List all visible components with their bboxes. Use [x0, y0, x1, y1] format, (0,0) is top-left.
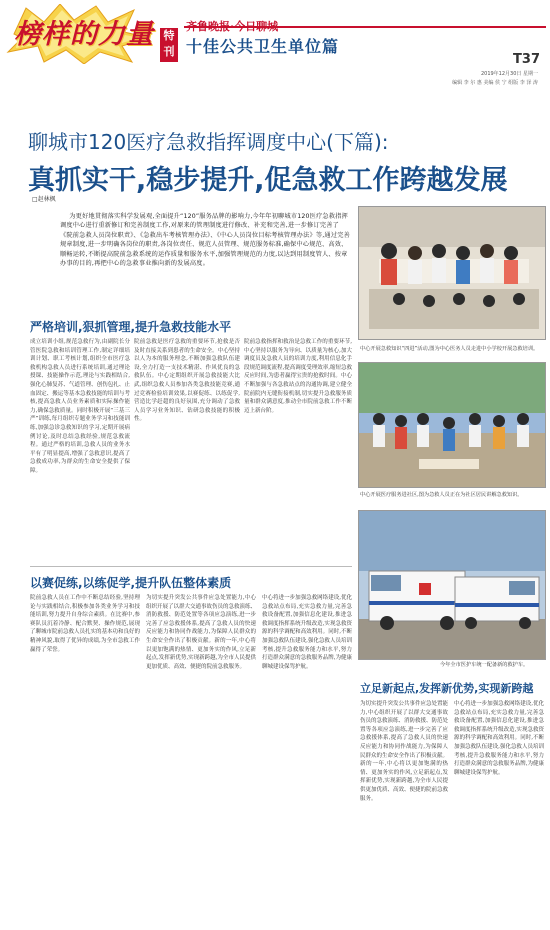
- section-heading-new-start: 立足新起点,发挥新优势,实现新跨越: [360, 682, 534, 695]
- section-heading-competition: 以赛促练,以练促学,提升队伍整体素质: [30, 576, 232, 590]
- special-tag: 特刊: [160, 28, 178, 62]
- photo-3-caption: 今年全市医护车统一配备新的救护车。: [440, 662, 529, 668]
- section-divider: [30, 566, 352, 567]
- column-8-text: 中心将进一步加强急救网络建设,优化急救站点布局,充实急救力量,完善急救设备配置,加强信息化建设,推进急救调度指挥系统升级改造,实现急救资源的科学调配和高效利用。同时,不断加强急救队伍建设,强化急救人员培训考核,提升急救服务能力和水平,努力打造群众满意的急救服务品牌,为健康聊城建设保驾护航。: [454, 701, 544, 776]
- column-5-text: 为切实提升突发公共事件应急处置能力,中心组织开展了以群大交通事故伤员的急救演练、消防救援、防范处置等各项应急演练,进一步完善了应急救援体系,提高了急救人员的快速反应能力和协同作战能力,为保障人民群众的生命安全作出了积极贡献。新的一年,中心将以更加饱满的热情、更加务实的作风,立足新起点,发挥新优势,实现新跨越,为全市人民提供更加优质、高效、便捷的院前急救服务。: [146, 595, 256, 670]
- masthead: [0, 0, 550, 72]
- photo-2-illustration: [359, 363, 545, 487]
- paper-name: 齐鲁晚报·今日聊城: [186, 20, 279, 33]
- photo-1-caption: 中心开展急救知识“四进”活动,图为中心医务人员走进中小学校开展急救培训。: [360, 346, 539, 352]
- intro-paragraph: 为更好地贯彻落实科学发展观,全面提升“120”服务品牌的影响力,今年年初聊城市120医疗急救指挥调度中心进行重新修订和完善制度工作,对原来的管理制度进行修改、补充和完善,进一步修订完善了《院前急救人员岗位职责》、《急救出车考核管理办法》、《中心人员岗位目标考核管理办法》等,通过完善规章制度,进一步明确各岗位的职责,各岗位责任、规范人员管理、规范服务标准,确保中心规范、高效、顺畅运转,不断提高院前急救系统的运作质量和服务水平,加强管理规范的力度,以达到用制度管人、按章办事的目的,再把中心的急救事业推向新的发展高度。: [60, 213, 350, 268]
- page-number: T37: [513, 52, 540, 67]
- section-heading-training: 严格培训,狠抓管理,提升急救技能水平: [30, 320, 232, 334]
- headline-primary: 聊城市120医疗急救指挥调度中心(下篇):: [28, 130, 389, 154]
- photo-community-service: [358, 362, 546, 488]
- column-1-text: 成立培训小组,规范急救行为,由副院长分管医院急救和培训管理工作,制定详细培训计划、职工考核计划,组织全市医疗急救机构急救人员进行系统培训,通过理论授课、技能操作示范,理论与实践相结合,强化心肺复苏、气道管理、创伤包扎、止血固定、搬运等基本急救技能的培训与考核,提高急救人员业务素质和实际操作能力,确保急救质量。同时积极开展“三基三严”训练,每月组织专题业务学习和技能训练,加强急诊急救知识的学习,定期开展病例讨论,及时总结急救经验,规范急救流程。通过严格的培训,急救人员的业务水平有了明显提高,增强了急救意识,提高了急救成功率,为群众的生命安全提供了保障。: [30, 339, 130, 474]
- photo-3-illustration: [359, 511, 545, 659]
- photo-ambulances: [358, 510, 546, 660]
- photo-1-illustration: [359, 207, 545, 339]
- column-4-text: 院前急救人员在工作中不断总结经验,坚持理论与实践相结合,积极参加各类业务学习和技能培训,努力提升自身综合素质。在比赛中,参赛队员沉着冷静、配合默契、操作规范,展现了聊城市院前急救人员扎实的基本功和良好的精神风貌,取得了优异的成绩,为全市急救工作赢得了荣誉。: [30, 595, 140, 653]
- editor-credits: 编辑 李 尔 惠 美编 侯 宁 组版 李 泽 涛: [452, 80, 538, 86]
- issue-date: 2019年12月30日 星期一: [480, 71, 538, 77]
- logo: 榜样的力量: [14, 19, 154, 50]
- column-6-text: 中心将进一步加强急救网络建设,优化急救站点布局,充实急救力量,完善急救设备配置,加强信息化建设,推进急救调度指挥系统升级改造,实现急救资源的科学调配和高效利用。同时,不断加强急救队伍建设,强化急救人员培训考核,提升急救服务能力和水平,努力打造群众满意的急救服务品牌,为健康聊城建设保驾护航。: [262, 595, 352, 670]
- column-2-text: 院前急救是医疗急救的重要环节,抢救是否及时直接关系到患者的生命安全。中心坚持以人为本的服务理念,不断加强急救队伍建设,全力打造一支技术精湛、作风优良的急救队伍。中心定期组织开展急救技能大比武,组织急救人员参加各类急救技能竞赛,通过竞赛检验培训效果,以赛促练、以练促学,营造比学赶超的良好氛围,充分调动了急救人员学习业务知识、钻研急救技能的积极性。: [134, 339, 240, 423]
- photo-2-caption: 中心开展医疗服务进社区,图为急救人员正在为社区居民讲解急救知识。: [360, 492, 523, 498]
- photo-first-aid-training: [358, 206, 546, 340]
- column-7-text: 为切实提升突发公共事件应急处置能力,中心组织开展了以群大交通事故伤员的急救演练、消防救援、防范处置等各项应急演练,进一步完善了应急救援体系,提高了急救人员的快速反应能力和协同作战能力,为保障人民群众的生命安全作出了积极贡献。新的一年,中心将以更加饱满的热情、更加务实的作风,立足新起点,发挥新优势,实现新跨越,为全市人民提供更加优质、高效、便捷的院前急救服务。: [360, 701, 448, 802]
- series-title: 十佳公共卫生单位篇: [186, 37, 340, 56]
- column-3-text: 院前急救指挥和救治是急救工作的重要环节,中心坚持以服务为导向、以质量为核心,加大调度员及急救人员的培训力度,利用信息化手段规范调度流程,提高调度受理效率,缩短急救反应时间,为患者赢得宝贵的抢救时间。中心不断加强与各急救站点的沟通协调,建立健全院前院内无缝衔接机制,切实提升急救服务质量和群众满意度,推动全市院前急救工作不断迈上新台阶。: [244, 339, 352, 414]
- byline: □赵林枫: [32, 196, 56, 203]
- headline-secondary: 真抓实干,稳步提升,促急救工作跨越发展: [28, 165, 508, 196]
